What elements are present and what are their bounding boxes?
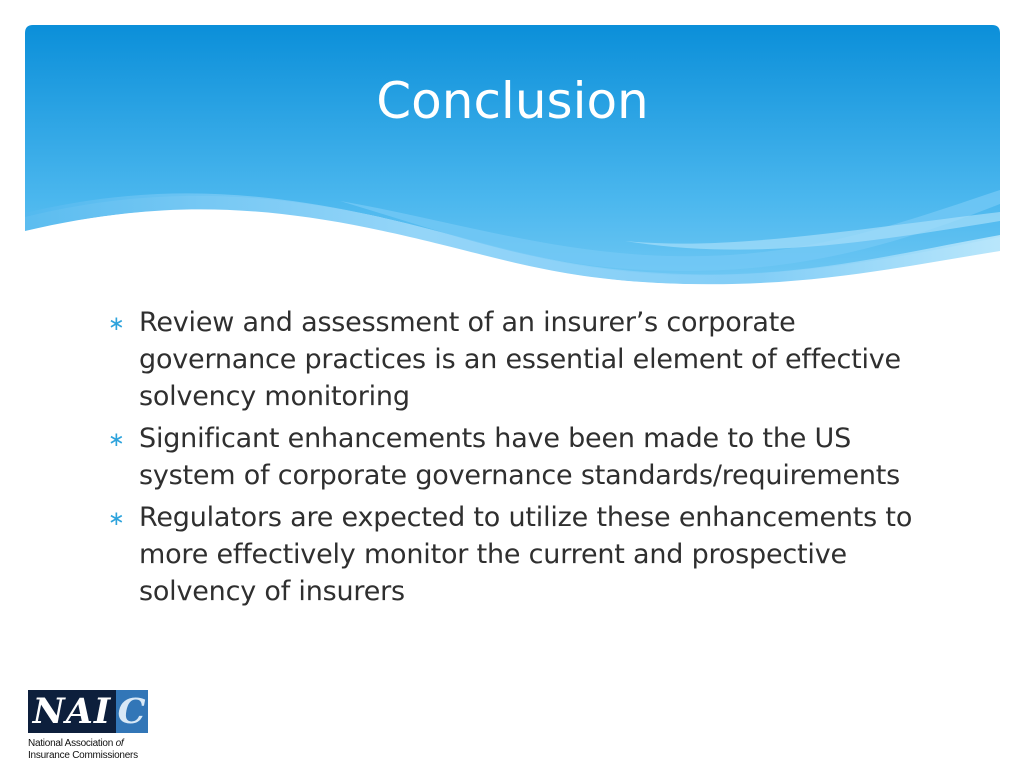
naic-logo-main-letters: NAI	[28, 690, 116, 733]
naic-logo-line-1-main: National Association	[28, 738, 116, 749]
bullet-item	[108, 499, 928, 610]
naic-logo-accent-letter: C	[117, 691, 147, 732]
asterisk-bullet-icon: ∗	[108, 427, 125, 451]
bullet-text: Significant enhancements have been made to the US system of corporate governance standards/requirements	[139, 423, 901, 491]
bullet-item	[108, 304, 928, 415]
naic-logo-line-1-of: of	[115, 738, 124, 749]
bullet-text: Regulators are expected to utilize these enhancements to more effectively monitor the current and prospective solvency of insurers	[139, 502, 913, 607]
naic-logo	[28, 690, 152, 764]
naic-logo-line-1	[28, 738, 152, 750]
title-banner	[25, 25, 1000, 295]
bullet-text: Review and assessment of an insurer’s corporate governance practices is an essential element of effective solvency monitoring	[139, 307, 901, 412]
asterisk-bullet-icon: ∗	[108, 506, 125, 530]
naic-logo-mark	[28, 690, 148, 733]
wave-banner-graphic	[25, 25, 1000, 295]
naic-logo-line-2: Insurance Commissioners	[28, 750, 138, 761]
asterisk-bullet-icon: ∗	[108, 311, 125, 335]
naic-logo-text	[28, 738, 152, 762]
slide-title: Conclusion	[376, 72, 649, 130]
bullet-item	[108, 420, 928, 494]
bullet-list	[108, 304, 928, 615]
